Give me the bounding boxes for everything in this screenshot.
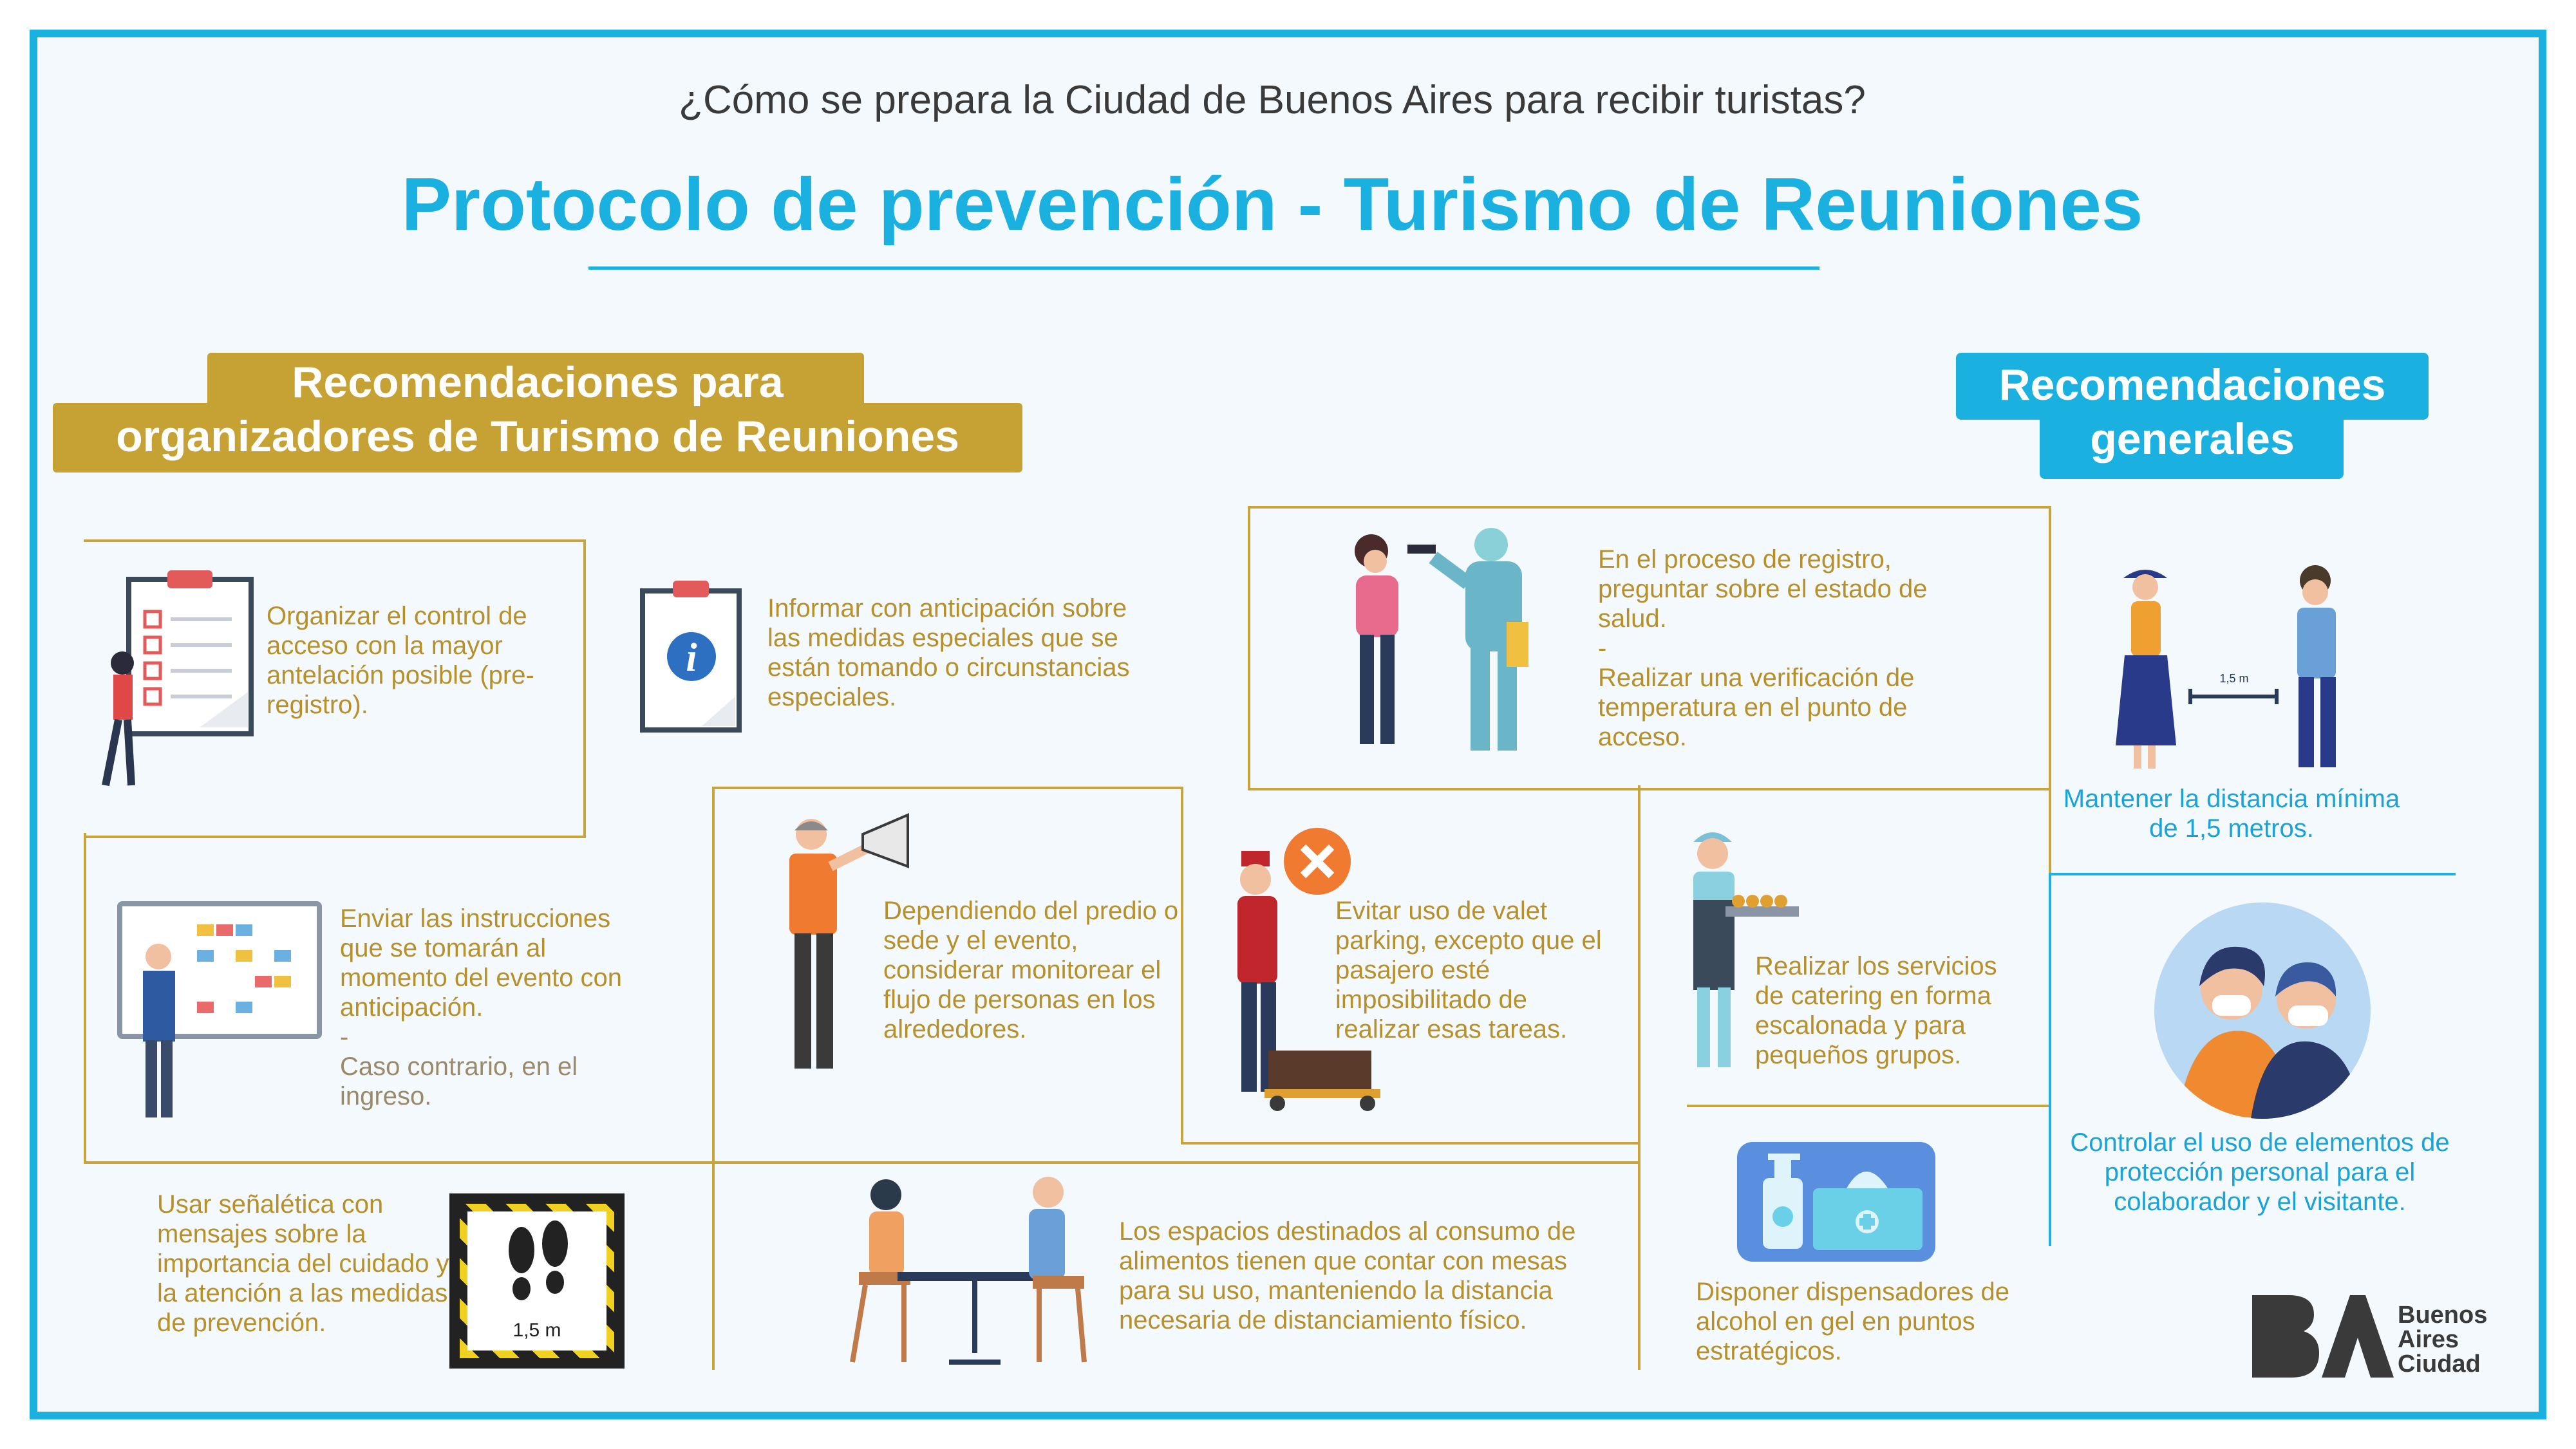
registration-separator: -: [1598, 634, 1607, 662]
svg-text:i: i: [686, 636, 697, 680]
sanitizer-text: Disponer dispensadores de alcohol en gel en puntos estratégicos.: [1696, 1278, 2009, 1365]
logo-wordmark: [2398, 1303, 2487, 1376]
buenos-aires-logo: [2252, 1293, 2394, 1380]
masked-people-icon: [2154, 902, 2371, 1119]
instructions-text: [340, 904, 655, 1111]
organizers-header-line1: Recomendaciones para: [292, 358, 784, 407]
general-header-line1: Recomendaciones: [1998, 360, 2386, 409]
logo-line3: Ciudad: [2398, 1351, 2481, 1378]
presentation-board-illustration: [107, 899, 326, 1124]
col-divider-2: [1181, 787, 1183, 1143]
header-question: ¿Cómo se prepara la Ciudad de Buenos Aires para recibir turistas?: [679, 78, 1866, 122]
distance-scale-label: 1,5 m: [2219, 672, 2249, 685]
social-distance-illustration: [2105, 559, 2376, 778]
general-header-line2: generales: [2090, 415, 2295, 463]
ba-logo-mark: [2252, 1293, 2394, 1380]
crowd-flow-text: Dependiendo del predio o sede y el evento, considerar monitorear el flujo de personas en los alrededores.: [883, 897, 1179, 1043]
logo-line2: Aires: [2398, 1326, 2459, 1353]
row-divider-bottom: [84, 1161, 1638, 1164]
cell-crowd-top-border: [712, 787, 1181, 789]
temperature-check-text: Realizar una verificación de temperatura en el punto de acceso.: [1598, 664, 1915, 751]
registration-text: [1598, 545, 1959, 752]
temperature-check-illustration: [1313, 525, 1558, 763]
dining-table-illustration: [827, 1175, 1097, 1369]
sanitizer-icon: [1737, 1142, 1935, 1262]
col-divider-1: [712, 787, 715, 1370]
col-divider-3: [1638, 785, 1641, 1370]
distance-text: Mantener la distancia mínima de 1,5 metros.: [2063, 785, 2400, 843]
catering-text: Realizar los servicios de catering en forma escalonada y para pequeños grupos.: [1755, 952, 1997, 1069]
registration-question-text: En el proceso de registro, preguntar sobre el estado de salud.: [1598, 545, 1928, 633]
ppe-text: Controlar el uso de elementos de protección personal para el colaborador y el visitante.: [2070, 1128, 2450, 1216]
dining-text: Los espacios destinados al consumo de alimentos tienen que contar con mesas para su uso, manteniendo la distancia necesaria de distanciamiento físico.: [1119, 1217, 1576, 1334]
instructions-alt-text: Caso contrario, en el ingreso.: [340, 1052, 578, 1110]
access-control-text: Organizar el control de acceso con la mayor antelación posible (pre-registro).: [267, 602, 534, 719]
general-divider-h: [2049, 873, 2456, 875]
organizers-header: [53, 355, 1022, 463]
cell-instructions-left-border: [84, 833, 86, 1161]
general-header: [1956, 358, 2429, 466]
clipboard-checklist-icon: [97, 566, 258, 798]
valet-text: Evitar uso de valet parking, excepto que el pasajero esté imposibilitado de realizar esas tareas.: [1335, 897, 1602, 1043]
general-divider-v: [2049, 873, 2051, 1246]
signage-text: Usar señalética con mensajes sobre la importancia del cuidado y la atención a las medidas de prevención.: [157, 1190, 449, 1337]
title-divider: [588, 266, 1819, 270]
instructions-main-text: Enviar las instrucciones que se tomarán al momento del evento con anticipación.: [340, 904, 623, 1022]
instructions-separator: -: [340, 1023, 349, 1051]
floor-distance-sign: [449, 1193, 625, 1369]
cell-catering-bottom-border: [1687, 1105, 2049, 1107]
inform-text: Informar con anticipación sobre las medidas especiales que se están tomando o circunstancias especiales.: [767, 594, 1130, 711]
info-clipboard-icon: [637, 577, 747, 738]
floor-sign-label: 1,5 m: [512, 1320, 561, 1341]
page-title: Protocolo de prevención - Turismo de Reuniones: [401, 162, 2143, 246]
footprints-icon: [467, 1218, 606, 1314]
cell-valet-bottom-border: [1181, 1142, 1638, 1145]
logo-line1: Buenos: [2398, 1302, 2488, 1329]
organizers-header-line2: organizadores de Turismo de Reuniones: [116, 412, 959, 461]
